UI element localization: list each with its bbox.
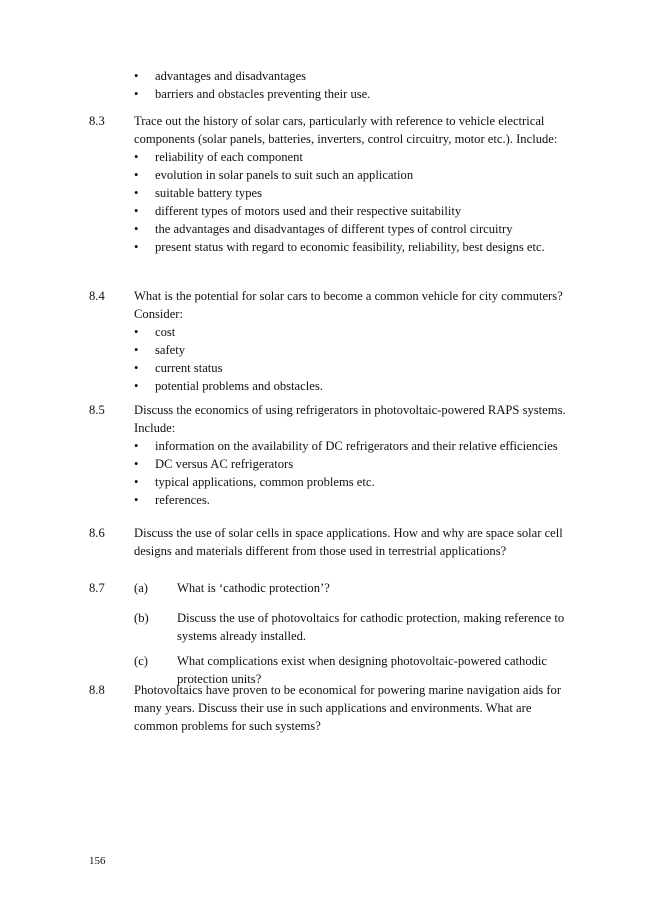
bullet-icon: • xyxy=(134,186,139,200)
list-item xyxy=(134,359,569,377)
bullet-list xyxy=(134,148,569,256)
sub-question-text: Discuss the use of photovoltaics for cathodic protection, making reference to systems already installed. xyxy=(177,611,565,643)
bullet-text: different types of motors used and their respective suitability xyxy=(155,204,462,218)
bullet-icon: • xyxy=(134,475,139,489)
list-item xyxy=(134,202,569,220)
list-item xyxy=(134,491,569,509)
bullet-text: barriers and obstacles preventing their use. xyxy=(155,87,371,101)
sub-question-label: (a) xyxy=(134,581,148,595)
bullet-list xyxy=(134,437,569,509)
bullet-text: information on the availability of DC refrigerators and their relative efficiencies xyxy=(155,439,558,453)
question-8-8 xyxy=(89,681,569,735)
bullet-icon: • xyxy=(134,343,139,357)
bullet-icon: • xyxy=(134,379,139,393)
list-item xyxy=(134,323,569,341)
page-number: 156 xyxy=(89,855,106,867)
question-number: 8.4 xyxy=(89,289,105,303)
bullet-text: typical applications, common problems etc. xyxy=(155,475,375,489)
list-item xyxy=(134,377,569,395)
bullet-text: safety xyxy=(155,343,186,357)
bullet-icon: • xyxy=(134,361,139,375)
question-8-4 xyxy=(89,287,569,395)
question-number: 8.5 xyxy=(89,403,105,417)
question-number: 8.3 xyxy=(89,114,105,128)
list-item xyxy=(134,85,574,103)
bullet-icon: • xyxy=(134,204,139,218)
bullet-icon: • xyxy=(134,222,139,236)
bullet-text: present status with regard to economic feasibility, reliability, best designs etc. xyxy=(155,240,545,254)
sub-question-label: (b) xyxy=(134,611,149,625)
bullet-text: current status xyxy=(155,361,223,375)
bullet-icon: • xyxy=(134,457,139,471)
question-8-6 xyxy=(89,524,569,560)
bullet-icon: • xyxy=(134,168,139,182)
list-item xyxy=(134,148,569,166)
question-8-5 xyxy=(89,401,569,509)
question-text: Discuss the economics of using refrigerators in photovoltaic-powered RAPS systems. Include: xyxy=(134,403,566,435)
bullet-icon: • xyxy=(134,150,139,164)
question-text: What is the potential for solar cars to become a common vehicle for city commuters? Consider: xyxy=(134,289,563,321)
sub-question-a xyxy=(134,579,569,609)
list-item xyxy=(134,455,569,473)
question-number: 8.6 xyxy=(89,526,105,540)
list-item xyxy=(134,220,569,238)
bullet-icon: • xyxy=(134,69,139,83)
bullet-text: DC versus AC refrigerators xyxy=(155,457,294,471)
list-item xyxy=(134,437,569,455)
bullet-icon: • xyxy=(134,240,139,254)
bullet-icon: • xyxy=(134,493,139,507)
bullet-icon: • xyxy=(134,325,139,339)
list-item xyxy=(134,67,574,85)
sub-question-label: (c) xyxy=(134,654,148,668)
carryover-bullet-list xyxy=(134,67,574,103)
bullet-text: evolution in solar panels to suit such an application xyxy=(155,168,414,182)
question-8-7 xyxy=(89,579,569,688)
list-item xyxy=(134,166,569,184)
question-text: Photovoltaics have proven to be economical for powering marine navigation aids for many years. Discuss their use in such applications and environments. What are common problems for such systems? xyxy=(134,683,562,733)
bullet-icon: • xyxy=(134,439,139,453)
bullet-list xyxy=(134,323,569,395)
list-item xyxy=(134,238,569,256)
question-text: Trace out the history of solar cars, particularly with reference to vehicle electrical components (solar panels, batteries, inverters, control circuitry, motor etc.). Include: xyxy=(134,114,558,146)
bullet-text: reliability of each component xyxy=(155,150,303,164)
bullet-text: potential problems and obstacles. xyxy=(155,379,323,393)
question-number: 8.8 xyxy=(89,683,105,697)
question-8-3 xyxy=(89,112,569,256)
list-item xyxy=(134,341,569,359)
bullet-text: advantages and disadvantages xyxy=(155,69,307,83)
bullet-text: cost xyxy=(155,325,176,339)
list-item xyxy=(134,184,569,202)
sub-question-text: What is ‘cathodic protection’? xyxy=(177,581,330,595)
bullet-text: references. xyxy=(155,493,210,507)
bullet-icon: • xyxy=(134,87,139,101)
sub-question-b xyxy=(134,609,569,652)
bullet-text: suitable battery types xyxy=(155,186,263,200)
bullet-text: the advantages and disadvantages of different types of control circuitry xyxy=(155,222,513,236)
sub-question-text: What complications exist when designing photovoltaic-powered cathodic protection units? xyxy=(177,654,548,686)
list-item xyxy=(134,473,569,491)
question-number: 8.7 xyxy=(89,581,105,595)
question-text: Discuss the use of solar cells in space applications. How and why are space solar cell designs and materials different from those used in terrestrial applications? xyxy=(134,526,563,558)
